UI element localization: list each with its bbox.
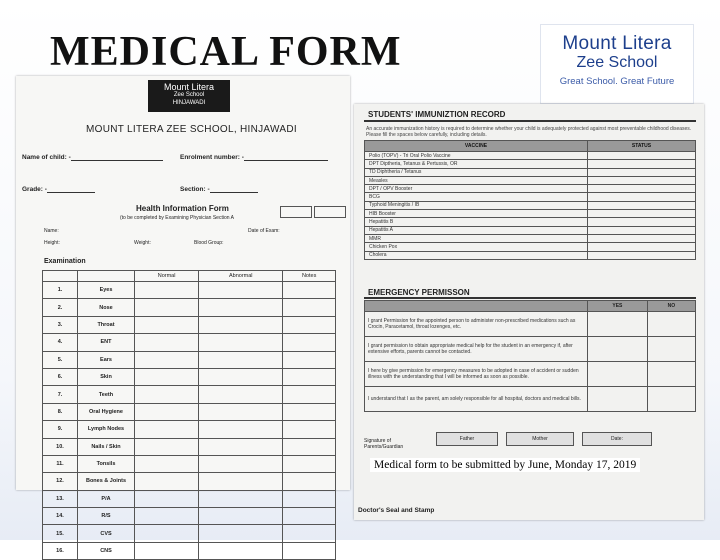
permission-text: I grant permission to obtain appropriate medical help for the student in an emergency if, after extensive efforts, parents cannot be contacted. [365,337,588,362]
grade-label: Grade: - [22,186,47,193]
emg-col-yes: YES [588,301,648,312]
section-blank [210,186,258,193]
vaccine-row [365,226,696,234]
emg-col-text [365,301,588,312]
vaccine-name: Typhoid Meningitis / IB [365,201,588,209]
exam-cell-abnormal [199,282,283,299]
exam-cell-abnormal [199,508,283,525]
vaccine-status-cell [588,176,696,184]
vaccine-status-cell [588,234,696,242]
examination-label: Examination [44,258,86,265]
imm-col-vaccine: VACCINE [365,141,588,152]
exam-row [43,316,336,333]
vaccine-status-cell [588,185,696,193]
imm-col-status: STATUS [588,141,696,152]
exam-row [43,386,336,403]
immunization-title: STUDENTS' IMMUNIZTION RECORD [368,110,506,119]
exam-cell-notes [283,455,336,472]
exam-row-number: 12. [43,473,78,490]
vaccine-row [365,243,696,251]
exam-cell-abnormal [199,542,283,559]
exam-col-normal: Normal [135,271,199,282]
exam-row [43,351,336,368]
permission-no-cell [647,387,695,412]
exam-row-item: P/A [78,490,135,507]
exam-row-number: 10. [43,438,78,455]
vaccine-row [365,251,696,259]
vaccine-status-cell [588,243,696,251]
vaccine-name: MMR [365,234,588,242]
exam-cell-normal [135,508,199,525]
form-school-name: MOUNT LITERA ZEE SCHOOL, HINJAWADI [86,124,297,135]
school-logo [540,24,694,104]
exam-cell-notes [283,473,336,490]
emergency-table [364,300,696,412]
exam-row-number: 2. [43,299,78,316]
exam-row [43,299,336,316]
exam-cell-abnormal [199,316,283,333]
section-field [180,186,258,193]
exam-cell-normal [135,403,199,420]
exam-row-item: Throat [78,316,135,333]
vaccine-row [365,201,696,209]
exam-row-item: Teeth [78,386,135,403]
exam-cell-normal [135,316,199,333]
vaccine-name: Cholera [365,251,588,259]
name-small-label: Name: [44,228,59,234]
exam-cell-notes [283,542,336,559]
exam-cell-normal [135,351,199,368]
vaccine-row [365,176,696,184]
vaccine-row [365,193,696,201]
exam-row-item: CVS [78,525,135,542]
hif-title: Health Information Form [136,204,229,213]
exam-row [43,455,336,472]
vaccine-name: Measles [365,176,588,184]
vaccine-name: Polio (TOPV) - Tri Oral Polio Vaccine [365,152,588,160]
exam-row-number: 9. [43,421,78,438]
exam-cell-normal [135,334,199,351]
photo-box-1 [280,206,312,218]
exam-cell-notes [283,368,336,385]
exam-cell-notes [283,282,336,299]
exam-cell-abnormal [199,386,283,403]
exam-cell-abnormal [199,455,283,472]
exam-row [43,282,336,299]
exam-row-item: Tonsils [78,455,135,472]
exam-cell-abnormal [199,368,283,385]
vaccine-name: HIB Booster [365,210,588,218]
exam-row [43,542,336,559]
exam-row-item: R/S [78,508,135,525]
examination-table [42,270,336,560]
vaccine-status-cell [588,160,696,168]
permission-text: I grant Permission for the appointed person to administer non-prescribed medications such as Crocin, Paracetamol, throat lozenges, etc. [365,312,588,337]
imm-table-body [365,152,696,260]
exam-cell-abnormal [199,334,283,351]
exam-cell-normal [135,386,199,403]
permission-row [365,337,696,362]
exam-cell-abnormal [199,473,283,490]
exam-row-number: 4. [43,334,78,351]
exam-cell-normal [135,421,199,438]
mother-signature-box: Mother [506,432,574,446]
exam-cell-abnormal [199,490,283,507]
emergency-rule [364,297,696,299]
vaccine-status-cell [588,168,696,176]
exam-col-abnormal: Abnormal [199,271,283,282]
exam-row [43,438,336,455]
exam-cell-normal [135,368,199,385]
immunization-table [364,140,696,260]
permission-row [365,312,696,337]
exam-row-item: ENT [78,334,135,351]
emg-col-no: NO [647,301,695,312]
immunization-rule [364,120,696,122]
exam-cell-notes [283,334,336,351]
exam-row-item: Bones & Joints [78,473,135,490]
logo-line1: Mount Litera [562,33,672,54]
logo-line2: Zee School [576,54,658,71]
exam-row-number: 8. [43,403,78,420]
emergency-title: EMERGENCY PERMISSON [368,288,470,297]
blood-group-label: Blood Group: [194,240,224,246]
permission-yes-cell [588,387,648,412]
exam-row [43,508,336,525]
vaccine-name: BCG [365,193,588,201]
vaccine-row [365,152,696,160]
exam-cell-normal [135,438,199,455]
vaccine-row [365,168,696,176]
permission-yes-cell [588,312,648,337]
exam-cell-normal [135,473,199,490]
vaccine-row [365,234,696,242]
submission-caption: Medical form to be submitted by June, Monday 17, 2019 [370,458,640,472]
vaccine-status-cell [588,218,696,226]
permission-row [365,387,696,412]
vaccine-name: DPT / OPV Booster [365,185,588,193]
permission-row [365,362,696,387]
vaccine-status-cell [588,201,696,209]
exam-row-number: 14. [43,508,78,525]
exam-cell-notes [283,508,336,525]
exam-cell-normal [135,455,199,472]
exam-row-item: CNS [78,542,135,559]
exam-cell-notes [283,316,336,333]
vaccine-row [365,210,696,218]
exam-cell-abnormal [199,421,283,438]
form-logo-line2: Zee School [173,92,205,98]
exam-row-item: Nails / Skin [78,438,135,455]
exam-cell-abnormal [199,438,283,455]
vaccine-status-cell [588,251,696,259]
exam-row-number: 6. [43,368,78,385]
enrolment-blank [244,154,328,161]
vaccine-name: Hepatitis B [365,218,588,226]
exam-col-notes: Notes [283,271,336,282]
health-form-scan [16,76,350,555]
permission-no-cell [647,337,695,362]
exam-cell-notes [283,403,336,420]
permission-no-cell [647,312,695,337]
exam-row-number: 5. [43,351,78,368]
exam-row [43,421,336,438]
emg-table-body [365,312,696,412]
name-field [22,154,163,161]
hif-subtitle: (to be completed by Examining Physician Section A [120,215,234,221]
exam-row-number: 13. [43,490,78,507]
exam-row-number: 11. [43,455,78,472]
vaccine-status-cell [588,226,696,234]
exam-row [43,368,336,385]
permission-no-cell [647,362,695,387]
exam-cell-normal [135,542,199,559]
signature-label: Signature of Parents/Guardian [364,438,404,450]
logo-tagline: Great School. Great Future [559,76,675,87]
grade-field [22,186,95,193]
exam-cell-notes [283,490,336,507]
date-box: Date: [582,432,652,446]
vaccine-row [365,185,696,193]
name-blank [71,154,163,161]
exam-cell-notes [283,421,336,438]
form-logo-line1: Mount Litera [163,82,215,92]
vaccine-name: DPT Diptheria, Tetanus & Pertussis, OR [365,160,588,168]
exam-col-item [78,271,135,282]
exam-row [43,473,336,490]
permission-text: I understand that I as the parent, am solely responsible for all hospital, doctors and medical bills. [365,387,588,412]
form-logo [148,80,230,112]
exam-cell-abnormal [199,403,283,420]
exam-cell-normal [135,282,199,299]
exam-cell-abnormal [199,299,283,316]
exam-cell-notes [283,299,336,316]
immunization-form-scan [354,104,704,520]
exam-row-item: Oral Hygiene [78,403,135,420]
exam-row [43,334,336,351]
vaccine-status-cell [588,152,696,160]
permission-yes-cell [588,337,648,362]
vaccine-status-cell [588,210,696,218]
vaccine-name: TD Diphtheria / Tetanus [365,168,588,176]
exam-cell-abnormal [199,351,283,368]
permission-yes-cell [588,362,648,387]
exam-cell-notes [283,438,336,455]
photo-box-2 [314,206,346,218]
exam-cell-notes [283,351,336,368]
vaccine-status-cell [588,193,696,201]
exam-row-item: Ears [78,351,135,368]
exam-row [43,490,336,507]
exam-row-number: 15. [43,525,78,542]
enrolment-label: Enrolment number: - [180,154,244,161]
exam-row-number: 16. [43,542,78,559]
name-label: Name of child: - [22,154,71,161]
exam-row [43,403,336,420]
exam-table-body [43,282,336,560]
form-logo-line3: HINJAWADI [172,100,206,106]
exam-cell-normal [135,490,199,507]
slide-title: MEDICAL FORM [50,29,402,75]
vaccine-name: Chicken Pox [365,243,588,251]
permission-text: I here by give permission for emergency measures to be adopted in case of accident or sudden illness with the understanding that I will be informed as soon as possible. [365,362,588,387]
father-signature-box: Father [436,432,498,446]
section-label: Section: - [180,186,210,193]
exam-row-item: Lymph Nodes [78,421,135,438]
exam-row-item: Skin [78,368,135,385]
enrolment-field [180,154,328,161]
grade-blank [47,186,95,193]
exam-cell-notes [283,386,336,403]
vaccine-row [365,160,696,168]
vaccine-row [365,218,696,226]
date-exam-label: Date of Exam: [248,228,280,234]
weight-label: Weight: [134,240,151,246]
immunization-note: An accurate immunization history is required to determine whether your child is adequately protected against most preventable childhood diseases. Please fill the spaces below carefully, including details. [366,126,692,138]
exam-row-item: Eyes [78,282,135,299]
vaccine-name: Hepatitis A [365,226,588,234]
exam-row-number: 3. [43,316,78,333]
exam-row-number: 1. [43,282,78,299]
exam-row-item: Nose [78,299,135,316]
doctor-seal-label: Doctor's Seal and Stamp [358,507,435,514]
exam-cell-normal [135,299,199,316]
exam-col-num [43,271,78,282]
height-label: Height: [44,240,60,246]
exam-row-number: 7. [43,386,78,403]
